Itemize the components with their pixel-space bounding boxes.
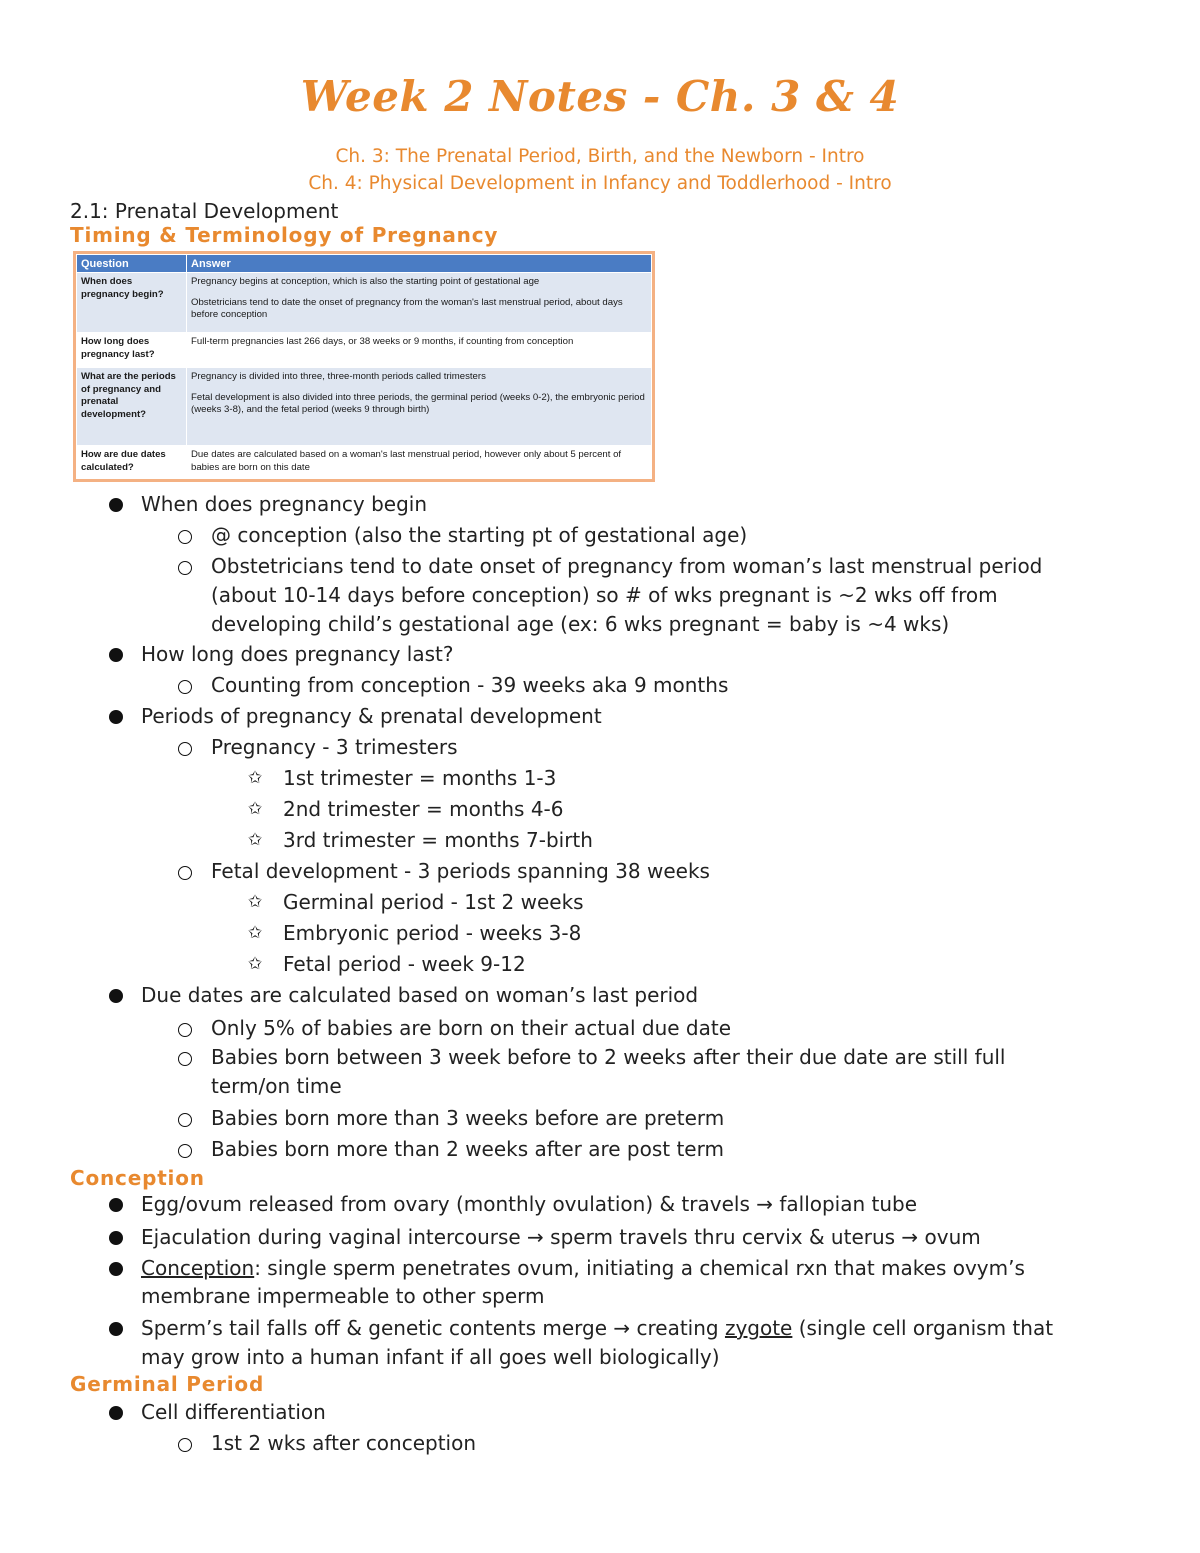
list-item: Babies born more than 2 weeks after are post term bbox=[211, 1137, 724, 1161]
list-item: 3rd trimester = months 7-birth bbox=[283, 828, 593, 852]
hollow-circle-bullet-icon bbox=[178, 561, 192, 575]
list-item-text: : single sperm penetrates ovum, initiating a chemical rxn that makes ovym’s bbox=[254, 1256, 1025, 1280]
list-item: Ejaculation during vaginal intercourse → sperm travels thru cervix & uterus → ovum bbox=[141, 1225, 981, 1249]
list-item: Babies born between 3 week before to 2 weeks after their due date are still full bbox=[211, 1045, 1006, 1069]
table-row bbox=[77, 368, 652, 446]
answer-line: Pregnancy begins at conception, which is also the starting point of gestational age bbox=[191, 276, 540, 288]
list-item: 2nd trimester = months 4-6 bbox=[283, 797, 564, 821]
hollow-circle-bullet-icon bbox=[178, 866, 192, 880]
filled-circle-bullet-icon bbox=[109, 1231, 123, 1245]
hollow-circle-bullet-icon bbox=[178, 742, 192, 756]
hollow-circle-bullet-icon bbox=[178, 530, 192, 544]
term-zygote: zygote bbox=[724, 1316, 793, 1340]
table-cell-question: How are due dates calculated? bbox=[77, 446, 187, 479]
table-cell-answer: Due dates are calculated based on a woman's last menstrual period, however only about 5 percent of babies are born on this date bbox=[187, 446, 652, 479]
table-cell-answer bbox=[187, 368, 652, 446]
hollow-circle-bullet-icon bbox=[178, 1438, 192, 1452]
star-bullet-icon: ✩ bbox=[248, 799, 263, 819]
pregnancy-table-image bbox=[73, 251, 655, 482]
table-header-question: Question bbox=[77, 255, 187, 273]
filled-circle-bullet-icon bbox=[109, 648, 123, 662]
table-row bbox=[77, 333, 652, 368]
list-item bbox=[141, 1314, 1053, 1343]
table-cell-question: How long does pregnancy last? bbox=[77, 333, 187, 368]
pregnancy-table bbox=[76, 254, 652, 479]
answer-line: Fetal development is also divided into three periods, the germinal period (weeks 0-2), the embryonic period (weeks 3-8), and the fetal period (weeks 9 through birth) bbox=[191, 391, 645, 415]
list-item: Due dates are calculated based on woman’s last period bbox=[141, 983, 699, 1007]
filled-circle-bullet-icon bbox=[109, 710, 123, 724]
filled-circle-bullet-icon bbox=[109, 1198, 123, 1212]
star-bullet-icon: ✩ bbox=[248, 830, 263, 850]
list-item: When does pregnancy begin bbox=[141, 492, 428, 516]
list-item-text: (single cell organism that bbox=[792, 1316, 1054, 1340]
list-item: Embryonic period - weeks 3-8 bbox=[283, 921, 582, 945]
list-item-continued: term/on time bbox=[211, 1074, 342, 1098]
table-header-answer: Answer bbox=[187, 255, 652, 273]
filled-circle-bullet-icon bbox=[109, 498, 123, 512]
hollow-circle-bullet-icon bbox=[178, 1052, 192, 1066]
list-item: Cell differentiation bbox=[141, 1400, 326, 1424]
list-item bbox=[141, 1254, 1025, 1283]
table-row bbox=[77, 446, 652, 479]
list-item: Obstetricians tend to date onset of pregnancy from woman’s last menstrual period bbox=[211, 554, 1043, 578]
table-cell-answer bbox=[187, 273, 652, 333]
list-item: Germinal period - 1st 2 weeks bbox=[283, 890, 584, 914]
section-heading: 2.1: Prenatal Development bbox=[70, 199, 339, 223]
subtitle-ch4: Ch. 4: Physical Development in Infancy and Toddlerhood - Intro bbox=[308, 173, 892, 194]
hollow-circle-bullet-icon bbox=[178, 1144, 192, 1158]
list-item: Counting from conception - 39 weeks aka 9 months bbox=[211, 673, 729, 697]
table-cell-question: What are the periods of pregnancy and prenatal development? bbox=[77, 368, 187, 446]
table-row bbox=[77, 273, 652, 333]
filled-circle-bullet-icon bbox=[109, 989, 123, 1003]
term-conception: Conception bbox=[141, 1256, 255, 1280]
list-item: Only 5% of babies are born on their actual due date bbox=[211, 1016, 732, 1040]
list-item: Egg/ovum released from ovary (monthly ovulation) & travels → fallopian tube bbox=[141, 1192, 918, 1216]
filled-circle-bullet-icon bbox=[109, 1322, 123, 1336]
filled-circle-bullet-icon bbox=[109, 1406, 123, 1420]
star-bullet-icon: ✩ bbox=[248, 923, 263, 943]
list-item: Fetal period - week 9-12 bbox=[283, 952, 526, 976]
list-item-continued: may grow into a human infant if all goes well biologically) bbox=[141, 1345, 720, 1369]
list-item-continued: developing child’s gestational age (ex: 6 wks pregnant = baby is ~4 wks) bbox=[211, 612, 950, 636]
list-item: Periods of pregnancy & prenatal development bbox=[141, 704, 602, 728]
heading-timing: Timing & Terminology of Pregnancy bbox=[70, 223, 499, 247]
list-item: Babies born more than 3 weeks before are preterm bbox=[211, 1106, 725, 1130]
star-bullet-icon: ✩ bbox=[248, 954, 263, 974]
list-item: 1st 2 wks after conception bbox=[211, 1431, 477, 1455]
table-cell-question: When does pregnancy begin? bbox=[77, 273, 187, 333]
subtitle-ch3: Ch. 3: The Prenatal Period, Birth, and the Newborn - Intro bbox=[335, 146, 865, 167]
answer-line: Obstetricians tend to date the onset of pregnancy from the woman's last menstrual period, about days before conception bbox=[191, 296, 623, 321]
document-title: Week 2 Notes - Ch. 3 & 4 bbox=[300, 72, 900, 121]
hollow-circle-bullet-icon bbox=[178, 1113, 192, 1127]
heading-conception: Conception bbox=[70, 1166, 205, 1190]
heading-germinal: Germinal Period bbox=[70, 1372, 265, 1396]
list-item: How long does pregnancy last? bbox=[141, 642, 454, 666]
star-bullet-icon: ✩ bbox=[248, 768, 263, 788]
star-bullet-icon: ✩ bbox=[248, 892, 263, 912]
list-item: 1st trimester = months 1-3 bbox=[283, 766, 557, 790]
list-item-continued: membrane impermeable to other sperm bbox=[141, 1284, 545, 1308]
list-item: @ conception (also the starting pt of gestational age) bbox=[211, 523, 748, 547]
list-item-text: Sperm’s tail falls off & genetic contents merge → creating bbox=[141, 1316, 725, 1340]
table-cell-answer: Full-term pregnancies last 266 days, or 38 weeks or 9 months, if counting from conception bbox=[187, 333, 652, 368]
filled-circle-bullet-icon bbox=[109, 1262, 123, 1276]
list-item: Fetal development - 3 periods spanning 38 weeks bbox=[211, 859, 710, 883]
list-item: Pregnancy - 3 trimesters bbox=[211, 735, 458, 759]
answer-line: Pregnancy is divided into three, three-month periods called trimesters bbox=[191, 371, 486, 382]
hollow-circle-bullet-icon bbox=[178, 680, 192, 694]
list-item-continued: (about 10-14 days before conception) so # of wks pregnant is ~2 wks off from bbox=[211, 583, 998, 607]
hollow-circle-bullet-icon bbox=[178, 1023, 192, 1037]
